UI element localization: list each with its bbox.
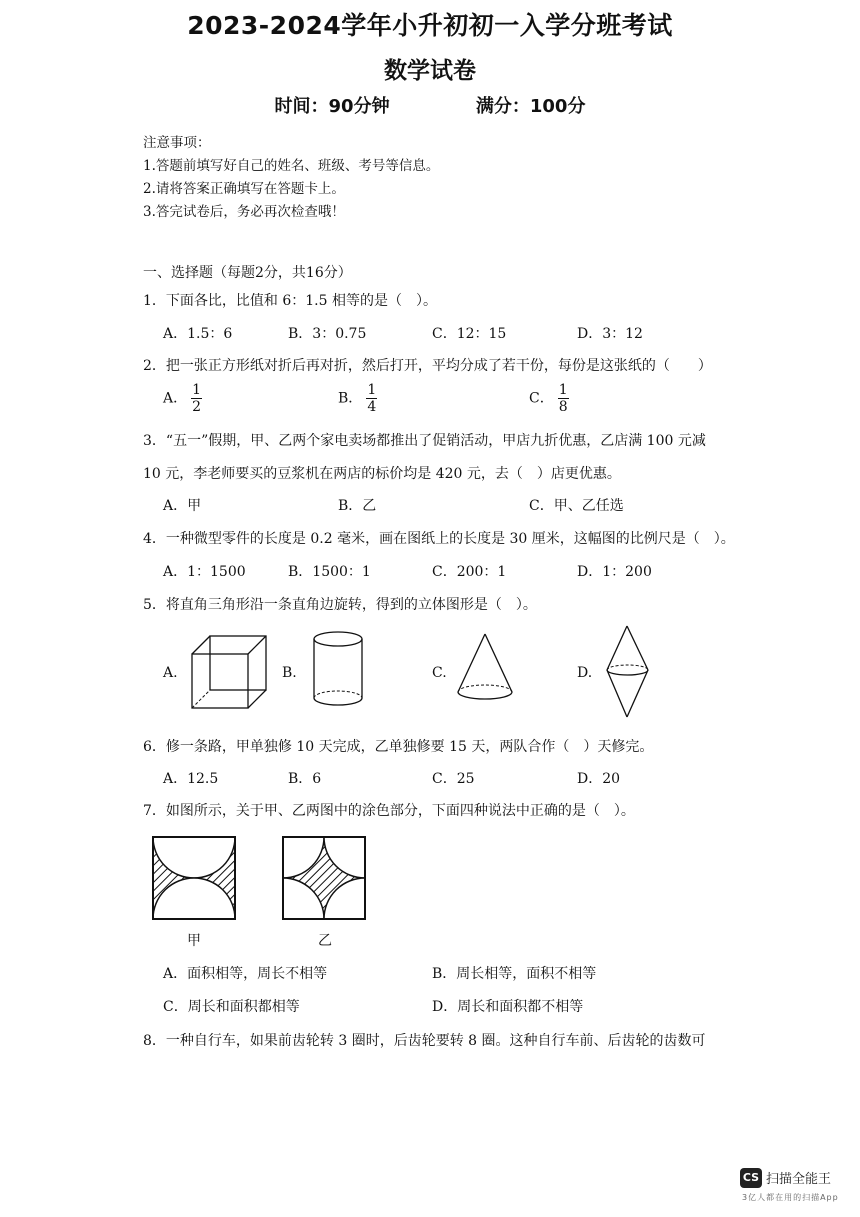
question-8-stem: 8．一种自行车，如果前齿轮转 3 圈时，后齿轮要转 8 圈。这种自行车前、后齿轮的齿数可 <box>143 1033 706 1049</box>
question-3-stem-line2: 10 元，李老师要买的豆浆机在两店的标价均是 420 元，去（ ）店更优惠。 <box>143 466 621 482</box>
q5-option-c: C. <box>432 665 447 681</box>
scanner-app-tagline: 3亿人都在用的扫描App <box>742 1193 839 1202</box>
q7-option-c: C．周长和面积都相等 <box>163 999 300 1015</box>
q4-option-c: C．200：1 <box>432 564 507 580</box>
q5-option-a: A. <box>163 665 178 681</box>
notes-item: 3.答完试卷后，务必再次检查哦！ <box>143 204 345 220</box>
question-3-stem: 3．“五一”假期，甲、乙两个家电卖场都推出了促销活动，甲店九折优惠，乙店满 100 元减 <box>143 433 706 449</box>
exam-subtitle: 数学试卷 <box>384 58 476 84</box>
q2-option-c-letter: C． <box>529 390 554 407</box>
notes-item: 1.答题前填写好自己的姓名、班级、考号等信息。 <box>143 158 440 174</box>
q1-option-c: C．12：15 <box>432 326 507 342</box>
notes-heading: 注意事项： <box>143 135 211 151</box>
scanner-logo: CS <box>740 1168 762 1188</box>
question-1-stem: 1．下面各比，比值和 6：1.5 相等的是（ ）。 <box>143 293 437 309</box>
fraction-denominator: 8 <box>558 399 568 415</box>
question-2-stem: 2．把一张正方形纸对折后再对折，然后打开，平均分成了若干份，每份是这张纸的（ ） <box>143 358 712 374</box>
q7-option-d: D．周长和面积都不相等 <box>432 999 584 1015</box>
q7-option-a: A．面积相等，周长不相等 <box>163 966 328 982</box>
q5-option-b: B. <box>282 665 297 681</box>
scanner-app-name: 扫描全能王 <box>766 1172 832 1187</box>
exam-time: 时间：90分钟 <box>274 96 390 117</box>
exam-score: 满分：100分 <box>475 96 586 117</box>
q6-option-c: C．25 <box>432 771 475 787</box>
question-6-stem: 6．修一条路，甲单独修 10 天完成，乙单独修要 15 天，两队合作（ ）天修完。 <box>143 739 654 755</box>
q3-option-b: B．乙 <box>338 498 377 514</box>
fraction-numerator: 1 <box>192 382 202 398</box>
q5-option-d: D. <box>577 665 593 681</box>
section-title: 一、选择题（每题2分，共16分） <box>143 265 352 281</box>
fraction-denominator: 2 <box>192 399 202 415</box>
q2-option-b-letter: B． <box>338 390 363 407</box>
q6-option-b: B．6 <box>288 771 322 787</box>
q3-option-a: A．甲 <box>163 498 202 514</box>
fraction-numerator: 1 <box>558 382 568 398</box>
q4-option-d: D．1：200 <box>577 564 652 580</box>
figure-label-jia: 甲 <box>187 933 201 949</box>
question-4-stem: 4．一种微型零件的长度是 0.2 毫米，画在图纸上的长度是 30 厘米，这幅图的比例尺是（ ）。 <box>143 531 735 547</box>
q1-option-b: B．3：0.75 <box>288 326 367 342</box>
exam-title: 2023-2024学年小升初初一入学分班考试 <box>187 11 673 40</box>
q7-option-b: B．周长相等，面积不相等 <box>432 966 597 982</box>
q4-option-a: A．1：1500 <box>163 564 246 580</box>
q2-option-a-letter: A． <box>163 390 188 407</box>
fraction-numerator: 1 <box>367 382 377 398</box>
figure-label-yi: 乙 <box>318 933 332 949</box>
fraction-denominator: 4 <box>367 399 377 415</box>
question-7-stem: 7．如图所示，关于甲、乙两图中的涂色部分，下面四种说法中正确的是（ ）。 <box>143 803 635 819</box>
q4-option-b: B．1500：1 <box>288 564 371 580</box>
q6-option-d: D．20 <box>577 771 621 787</box>
q1-option-d: D．3：12 <box>577 326 643 342</box>
notes-item: 2.请将答案正确填写在答题卡上。 <box>143 181 345 197</box>
question-5-stem: 5．将直角三角形沿一条直角边旋转，得到的立体图形是（ ）。 <box>143 597 537 613</box>
q3-option-c: C．甲、乙任选 <box>529 498 624 514</box>
q6-option-a: A．12.5 <box>163 771 219 787</box>
q1-option-a: A．1.5：6 <box>163 326 233 342</box>
